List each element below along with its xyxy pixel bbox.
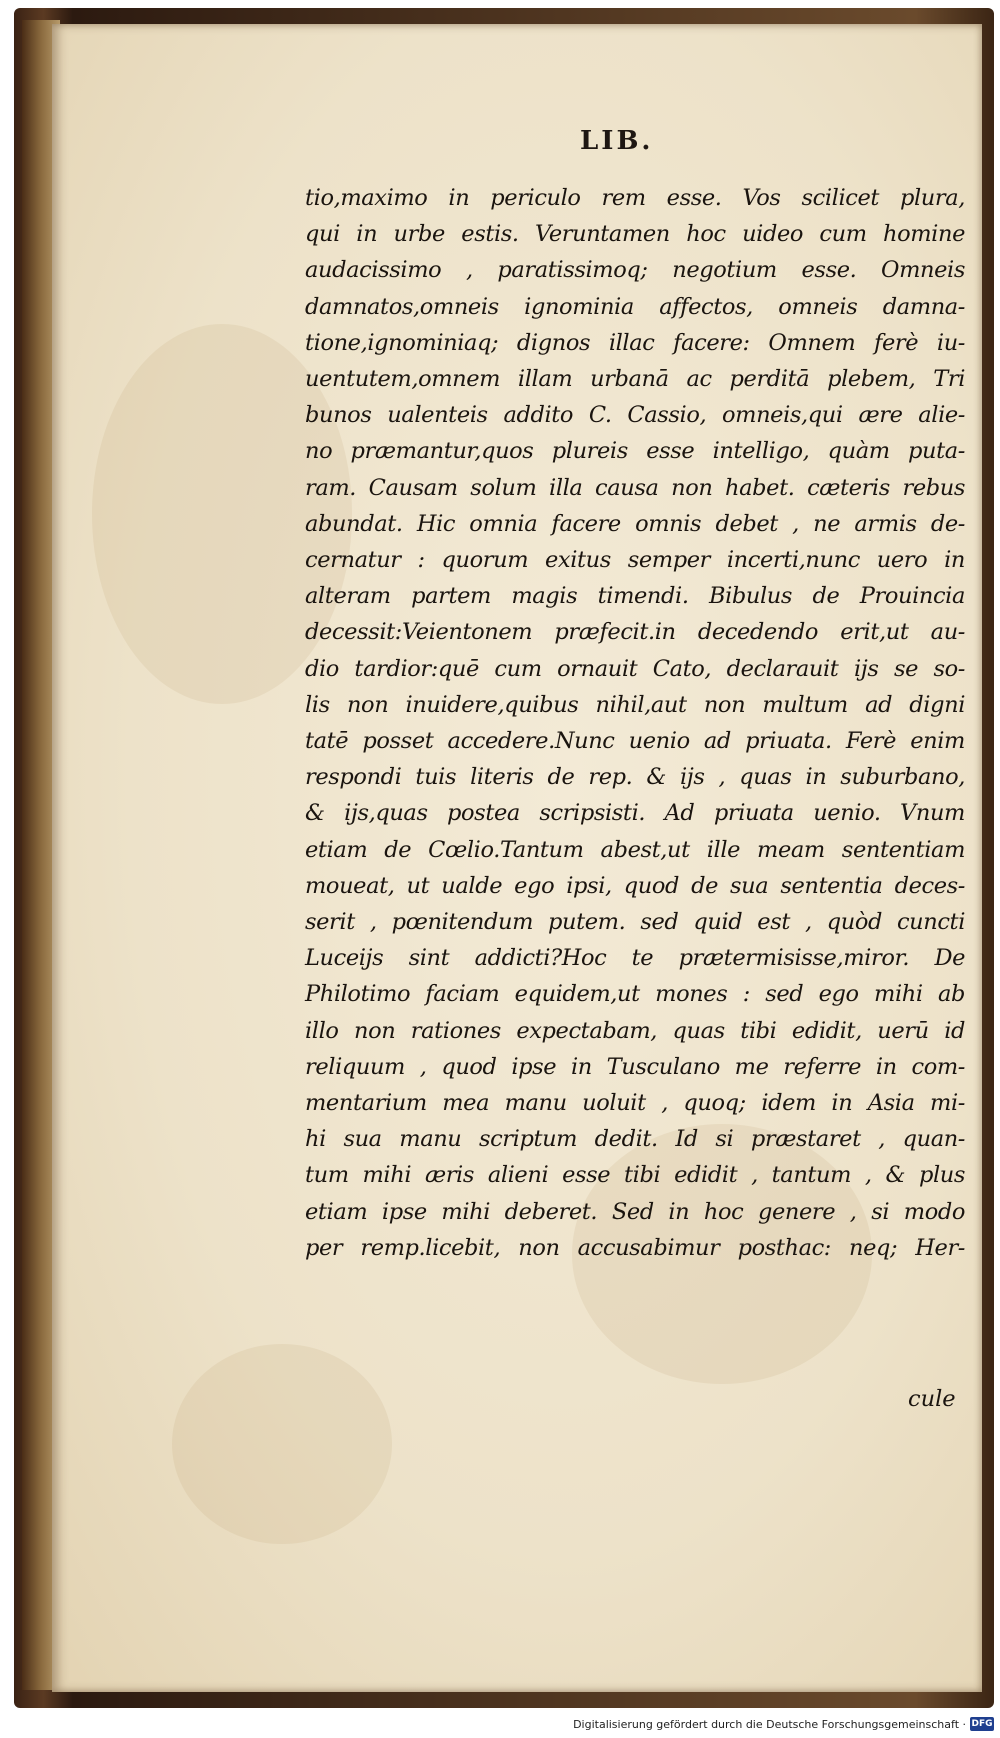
text-line: no præmantur,quos plureis esse intelligo, quàm puta- (305, 438, 965, 465)
text-line: hi sua manu scriptum dedit. Id si præstaret , quan- (305, 1126, 965, 1153)
text-line: ram. Causam solum illa causa non habet. cæteris rebus (305, 474, 965, 501)
paper-stain (172, 1344, 392, 1544)
text-line: uentutem,omnem illam urbanā ac perditā plebem, Tri (305, 366, 965, 393)
text-line: alteram partem magis timendi. Bibulus de Prouincia (305, 583, 965, 610)
text-line: per remp.licebit, non accusabimur posthac: neq; Her- (305, 1234, 965, 1261)
running-head: LIB. (580, 126, 654, 156)
text-line: tatē posset accedere.Nunc uenio ad priuata. Ferè enim (305, 728, 965, 755)
text-line: & ijs,quas postea scripsisti. Ad priuata uenio. Vnum (305, 800, 965, 827)
text-line: respondi tuis literis de rep. & ijs , quas in suburbano, (305, 764, 965, 791)
text-line: moueat, ut ualde ego ipsi, quod de sua sententia deces- (305, 872, 965, 899)
text-line: qui in urbe estis. Veruntamen hoc uideo cum homine (305, 221, 965, 248)
text-line: reliquum , quod ipse in Tusculano me referre in com- (305, 1053, 965, 1080)
text-line: mentarium mea manu uoluit , quoq; idem in Asia mi- (305, 1090, 965, 1117)
catchword: cule (908, 1386, 956, 1412)
text-line: etiam de Cœlio.Tantum abest,ut ille meam sententiam (305, 836, 965, 863)
text-line: illo non rationes expectabam, quas tibi edidit, uerū id (305, 1017, 965, 1044)
dfg-logo-icon: DFG (971, 1719, 993, 1729)
text-line: audacissimo , paratissimoq; negotium esse. Omneis (305, 257, 965, 284)
text-line: etiam ipse mihi deberet. Sed in hoc genere , si modo (305, 1198, 965, 1225)
text-line: Philotimo faciam equidem,ut mones : sed ego mihi ab (305, 981, 965, 1008)
text-line: lis non inuidere,quibus nihil,aut non multum ad digni (305, 691, 965, 718)
footer-credit: Digitalisierung gefördert durch die Deutsche Forschungsgemeinschaft · (573, 1718, 966, 1731)
text-line: Luceijs sint addicti?Hoc te prætermisisse,miror. De (305, 945, 965, 972)
text-line: abundat. Hic omnia facere omnis debet , ne armis de- (305, 510, 965, 537)
text-line: dio tardior:quē cum ornauit Cato, declarauit ijs se so- (305, 655, 965, 682)
body-text (305, 180, 965, 1266)
text-line: tio,maximo in periculo rem esse. Vos scilicet plura, (305, 185, 965, 211)
text-line: tione,ignominiaq; dignos illac facere: Omnem ferè iu- (305, 329, 965, 356)
text-line: decessit:Veientonem præfecit.in decedendo erit,ut au- (305, 619, 965, 646)
text-line: bunos ualenteis addito C. Cassio, omneis,qui ære alie- (305, 402, 965, 429)
text-line: tum mihi æris alieni esse tibi edidit , tantum , & plus (305, 1162, 965, 1189)
text-line: damnatos,omneis ignominia affectos, omneis damna- (305, 293, 965, 320)
text-line: cernatur : quorum exitus semper incerti,nunc uero in (305, 547, 965, 574)
text-line: serit , pœnitendum putem. sed quid est , quòd cuncti (305, 909, 965, 936)
